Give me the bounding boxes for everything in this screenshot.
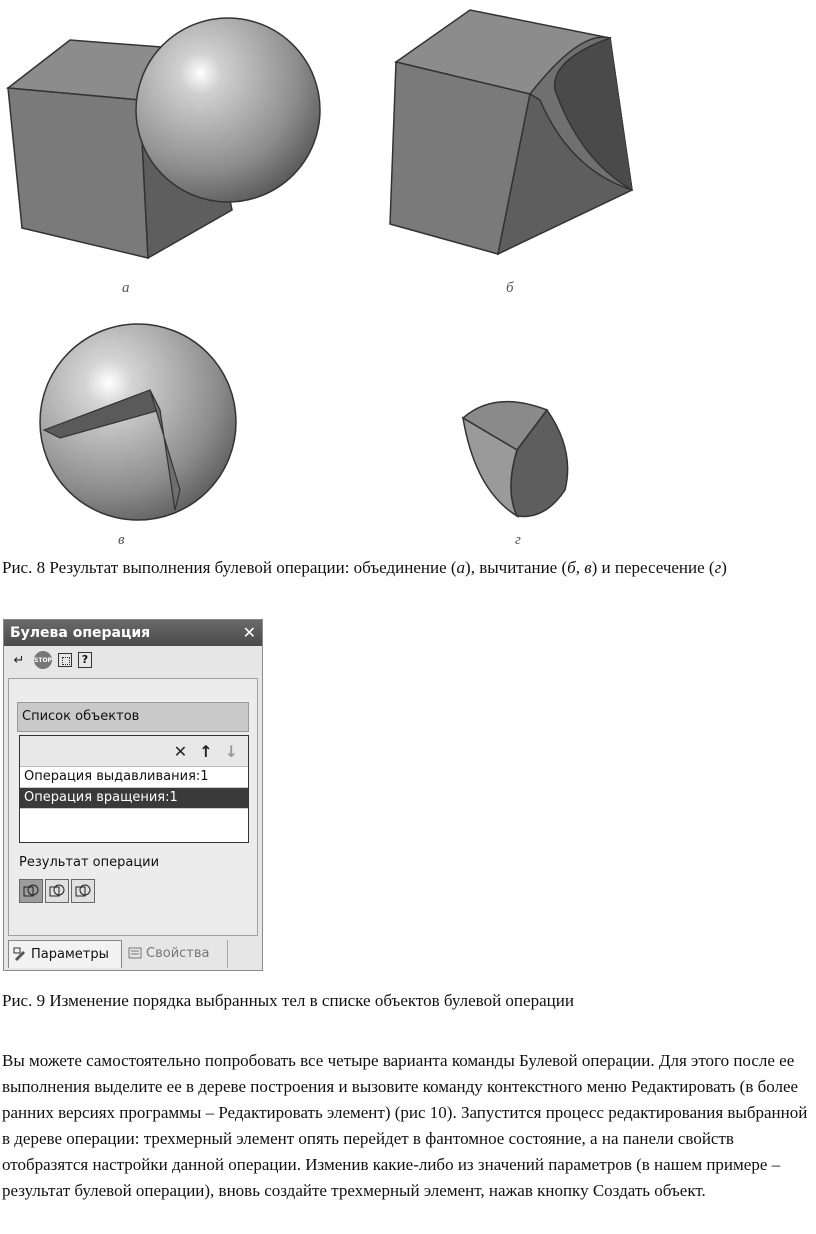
caption-letter-b: б — [567, 558, 576, 577]
tab-properties[interactable] — [124, 940, 228, 968]
list-item-selected[interactable]: Операция вращения:1 — [20, 788, 248, 809]
object-list — [19, 735, 249, 843]
caption-text: ) — [721, 558, 727, 577]
tab-label: Свойства — [146, 946, 210, 961]
body-paragraph: Вы можете самостоятельно попробовать все четыре варианта команды Булевой операции. Для этого после ее выполнения выделите ее в дереве построения и вызовите команду контекстного меню Редактировать (в более ранних версиях программы – Редактировать элемент) (рис 10). Запустится процесс редактирования выбранной в дереве операции: трехмерный элемент опять перейдет в фантомное состояние, а на панели свойств отобразятся настройки данной операции. Изменив какие-либо из значений параметров (в нашем примере – результат булевой операции), вновь создайте трехмерный элемент, нажав кнопку Создать объект. — [2, 1051, 808, 1200]
panel-body — [8, 678, 258, 936]
move-up-icon[interactable]: ↑ — [199, 741, 213, 761]
figure-8-caption — [2, 555, 814, 581]
move-down-icon[interactable]: ↓ — [224, 741, 238, 761]
caption-letter-d: г — [714, 558, 722, 577]
caption-letter-c: в — [584, 558, 592, 577]
object-list-title: Список объектов — [17, 702, 249, 732]
figure-label-a: а — [122, 280, 130, 296]
caption-text: ), вычитание ( — [465, 558, 568, 577]
figure-subtract-cube — [380, 0, 660, 270]
result-buttons — [19, 879, 95, 903]
figure-label-b: б — [506, 280, 514, 296]
panel-toolbar — [4, 646, 262, 674]
create-object-icon[interactable]: ↵ — [13, 652, 25, 668]
union-icon — [22, 882, 40, 900]
caption-letter-a: а — [456, 558, 466, 577]
panel-tabs — [4, 936, 262, 970]
panel-title: Булева операция — [10, 625, 151, 641]
help-icon[interactable]: ? — [78, 652, 92, 668]
tab-label: Параметры — [31, 947, 109, 962]
panel-title-bar — [4, 620, 262, 646]
delete-icon[interactable]: ✕ — [173, 741, 188, 761]
caption-text: ) и пересечение ( — [591, 558, 715, 577]
parameters-icon — [13, 947, 27, 961]
list-item[interactable]: Операция выдавливания:1 — [20, 767, 248, 788]
stop-icon[interactable]: STOP — [34, 651, 52, 669]
properties-icon — [128, 946, 142, 960]
figure-subtract-sphere — [30, 310, 250, 530]
figure-9-caption: Рис. 9 Изменение порядка выбранных тел в списке объектов булевой операции — [2, 991, 574, 1010]
figure-label-c: в — [118, 532, 125, 548]
boolean-operation-panel — [3, 619, 263, 971]
list-toolbar — [20, 736, 248, 767]
subtract-icon — [48, 882, 66, 900]
close-icon[interactable]: ✕ — [242, 623, 256, 642]
result-label: Результат операции — [19, 855, 160, 870]
figure-union — [0, 0, 360, 270]
autocreate-icon[interactable] — [58, 653, 72, 667]
tab-parameters[interactable] — [8, 940, 122, 968]
caption-text: , — [575, 558, 585, 577]
subtract-button[interactable] — [45, 879, 69, 903]
figure-intersection — [455, 390, 585, 530]
figure-label-d: г — [515, 532, 521, 548]
intersect-button[interactable] — [71, 879, 95, 903]
union-button[interactable] — [19, 879, 43, 903]
caption-text: Рис. 8 Результат выполнения булевой операции: объединение ( — [2, 558, 457, 577]
intersect-icon — [74, 882, 92, 900]
